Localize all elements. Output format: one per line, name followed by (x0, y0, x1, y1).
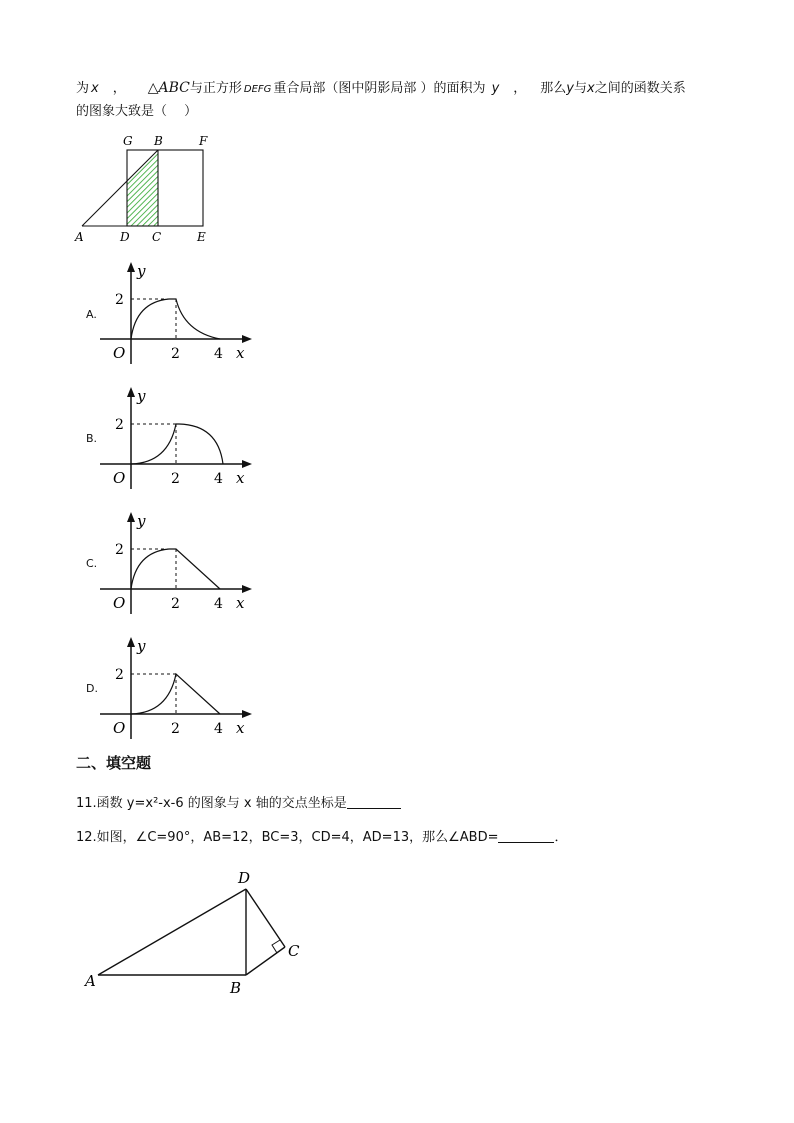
label-B: B (230, 979, 242, 997)
label-A: A (75, 230, 84, 244)
label-D: D (120, 230, 130, 244)
q10-text-3: 重合局部（图中阴影局部 ）的面积为 (273, 81, 486, 96)
x-label: x (236, 344, 245, 362)
q11-line (76, 794, 401, 814)
y-arrow (127, 512, 135, 522)
label-D: D (238, 869, 251, 887)
x-arrow (242, 710, 252, 718)
q10-line1 (76, 78, 686, 100)
option-c-label[interactable]: C. (86, 557, 98, 570)
q10-sep-2: ， (513, 81, 527, 96)
q10-text-1: 为 (76, 81, 90, 96)
tick-2y: 2 (115, 667, 124, 683)
tick-2x: 2 (171, 596, 180, 612)
q11-answer-blank[interactable] (347, 794, 401, 809)
q10-text-2: 与正方形 (189, 81, 242, 96)
q10-triangle: △ABC (147, 80, 190, 96)
y-label: y (137, 512, 146, 530)
q12-figure (80, 866, 310, 998)
tick-2x: 2 (171, 721, 180, 737)
segment-bc (246, 947, 285, 975)
x-arrow (242, 585, 252, 593)
q10-square: DEFG (243, 84, 272, 95)
q12-text: 12.如图，∠C=90°，AB=12，BC=3，CD=4，AD=13，那么∠ABD= (76, 830, 499, 845)
y-arrow (127, 387, 135, 397)
q10-figure (70, 128, 230, 246)
q10-text-4: 那么 (540, 81, 567, 96)
y-label: y (137, 387, 146, 405)
x-label: x (236, 719, 245, 737)
origin: O (113, 469, 126, 487)
q10-var-y2: y (566, 81, 574, 96)
option-c-graph[interactable] (96, 510, 260, 618)
x-arrow (242, 460, 252, 468)
option-a-graph[interactable] (96, 260, 260, 368)
tick-4x: 4 (214, 471, 223, 487)
q10-var-x2: x (587, 81, 595, 96)
option-b-label[interactable]: B. (86, 432, 98, 445)
label-A: A (85, 972, 96, 990)
q10-line2: 的图象大致是（ ） (76, 104, 198, 119)
label-C: C (288, 942, 300, 960)
origin: O (113, 719, 126, 737)
q10-text-5: 与 (574, 81, 588, 96)
label-G: G (123, 134, 133, 148)
option-d-graph[interactable] (96, 635, 260, 743)
option-a-label[interactable]: A. (86, 308, 97, 321)
tick-2y: 2 (115, 292, 124, 308)
tick-2y: 2 (115, 542, 124, 558)
label-B: B (154, 134, 163, 148)
label-F: F (199, 134, 208, 148)
segment-ad (98, 889, 246, 975)
q11-text: 11.函数 y=x²-x-6 的图象与 x 轴的交点坐标是 (76, 796, 347, 811)
section-title: 二、填空题 (76, 754, 152, 772)
option-b-graph[interactable] (96, 385, 260, 493)
shaded-overlap (127, 150, 158, 226)
y-arrow (127, 262, 135, 272)
tick-4x: 4 (214, 596, 223, 612)
q12-end: ． (554, 830, 568, 845)
segment-dc (246, 889, 285, 947)
y-arrow (127, 637, 135, 647)
q10-var-x: x (91, 81, 99, 96)
origin: O (113, 594, 126, 612)
tick-4x: 4 (214, 346, 223, 362)
q10-sep-1: ， (112, 81, 126, 96)
tick-2x: 2 (171, 346, 180, 362)
x-arrow (242, 335, 252, 343)
q12-line (76, 828, 568, 848)
tick-2x: 2 (171, 471, 180, 487)
tick-2y: 2 (115, 417, 124, 433)
q10-var-y: y (491, 81, 500, 96)
label-C: C (152, 230, 162, 244)
curve (131, 424, 223, 464)
q12-answer-blank[interactable] (498, 828, 554, 843)
option-d-label[interactable]: D. (86, 682, 98, 695)
label-E: E (197, 230, 206, 244)
origin: O (113, 344, 126, 362)
x-label: x (236, 594, 245, 612)
y-label: y (137, 262, 146, 280)
tick-4x: 4 (214, 721, 223, 737)
x-label: x (236, 469, 245, 487)
q10-text-6: 之间的函数关系 (594, 81, 686, 96)
y-label: y (137, 637, 146, 655)
